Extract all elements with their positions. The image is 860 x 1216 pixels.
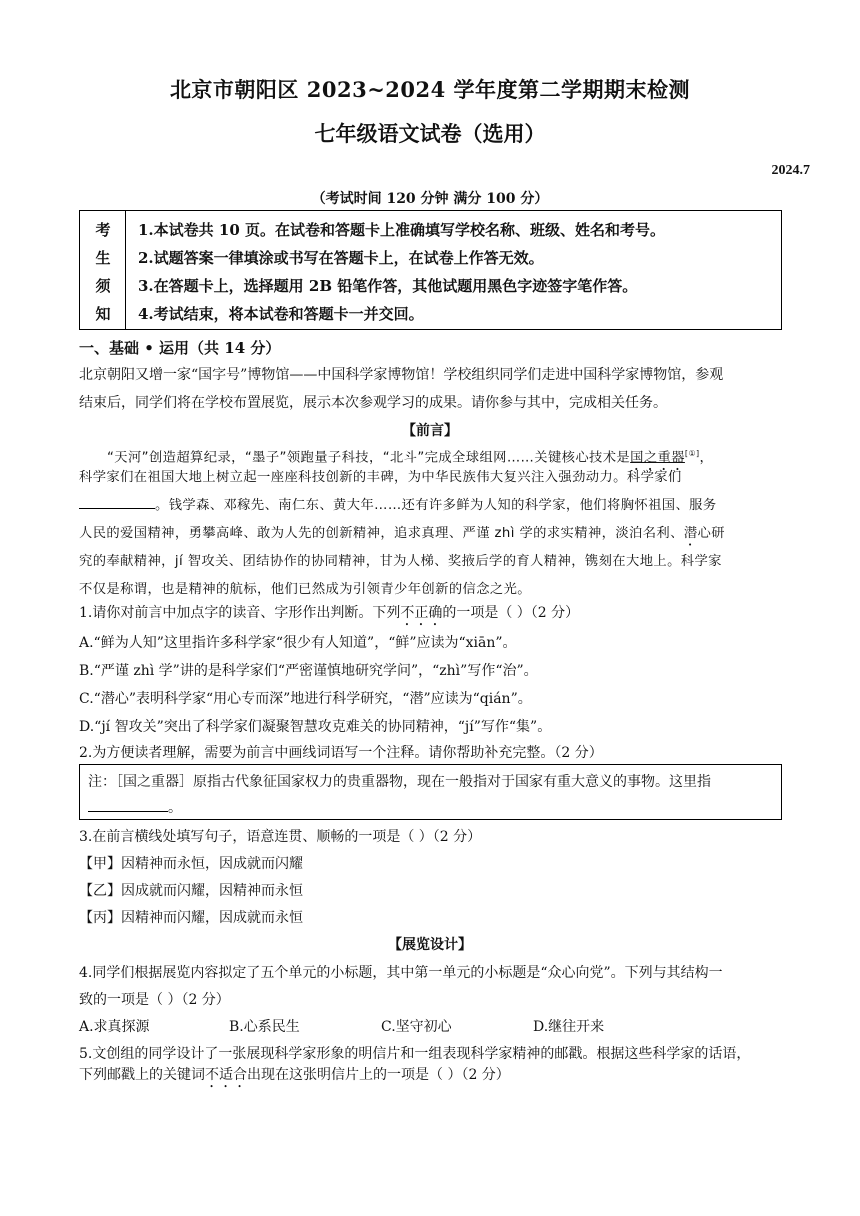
question-4-stem: 4.同学们根据展览内容拟定了五个单元的小标题，其中第一单元的小标题是“众心向党”。下列与其结构一 <box>79 965 723 981</box>
foreword-text-span: “天河”创造超算纪录，“墨子”领跑量子科技，“北斗”完成全球组网……关键核心技术是 <box>107 450 631 466</box>
foreword-line <box>79 520 725 549</box>
exhibit-design-heading: 【展览设计】 <box>388 937 472 953</box>
notice-label-char: 须 <box>95 277 111 295</box>
question-4-option-b[interactable]: B.心系民生 <box>229 1019 300 1035</box>
notice-label-char: 知 <box>95 305 111 323</box>
annotation-line <box>88 797 182 817</box>
notice-label-char: 生 <box>95 249 111 267</box>
question-4-option-c[interactable]: C.坚守初心 <box>381 1019 452 1035</box>
question-text: 1.请你对前言中加点字的读音、字形作出判断。下列 <box>79 605 401 621</box>
foreword-line: 不仅是称谓，也是精神的航标，他们已然成为引领青少年创新的信念之光。 <box>79 582 531 597</box>
foreword-line: 科学家们在祖国大地上树立起一座座科技创新的丰碑，为中华民族伟大复兴注入强劲动力。科学家们 <box>79 470 682 485</box>
question-3-option-jia[interactable]: 【甲】因精神而永恒，因成就而闪耀 <box>79 856 303 872</box>
foreword-line <box>79 492 717 521</box>
question-5-stem <box>79 1064 510 1091</box>
question-1-option-a[interactable]: A.“鲜为人知”这里指许多科学家“很少有人知道”，“鲜”应读为“xiān”。 <box>79 635 517 651</box>
question-1-option-b[interactable]: B.“严谨 zhì 学”讲的是科学家们“严密谨慎地研究学问”，“zhì”写作“治”。 <box>79 663 538 679</box>
paper-subtitle: 七年级语文试卷（选用） <box>314 121 546 146</box>
question-text: 下列邮戳上的关键词 <box>79 1067 205 1083</box>
question-1-option-c[interactable]: C.“潜心”表明科学家“用心专而深”地进行科学研究，“潜”应读为“qián”。 <box>79 691 532 707</box>
question-4-options <box>79 1016 784 1038</box>
question-4-option-d[interactable]: D.继往开来 <box>533 1019 605 1035</box>
question-2-stem: 2.为方便读者理解，需要为前言中画线词语写一个注释。请你帮助补充完整。（2 分） <box>79 745 603 761</box>
question-1-stem <box>79 602 579 629</box>
foreword-text <box>79 440 784 610</box>
question-3-stem: 3.在前言横线处填写句子，语意连贯、顺畅的一项是（ ）（2 分） <box>79 829 482 845</box>
dotted-emphasis: 不适合 <box>205 1067 247 1083</box>
notice-item: 2.试题答案一律填涂或书写在答题卡上，在试卷上作答无效。 <box>138 249 544 267</box>
footnote-marker: [①] <box>684 449 700 458</box>
question-3-option-bing[interactable]: 【丙】因精神而闪耀，因成就而永恒 <box>79 910 303 926</box>
exam-date: 2024.7 <box>771 163 810 178</box>
question-3-option-yi[interactable]: 【乙】因成就而闪耀，因精神而永恒 <box>79 883 303 899</box>
question-text: 出现在这张明信片上的一项是（ ）（2 分） <box>247 1067 510 1083</box>
candidate-notice-table <box>79 210 782 330</box>
foreword-text-span: ， <box>699 450 714 466</box>
fill-in-blank[interactable] <box>79 494 155 509</box>
question-4-stem: 致的一项是（ ）（2 分） <box>79 992 230 1008</box>
foreword-text-span: 。钱学森、邓稼先、南仁东、黄大年……还有许多鲜为人知的科学家，他们将胸怀祖国、服务 <box>155 498 717 513</box>
question-1-option-d[interactable]: D.“jí 智攻关”突出了科学家们凝聚智慧攻克难关的协同精神，“jí”写作“集”。 <box>79 719 552 735</box>
exam-time-score: （考试时间 120 分钟 满分 100 分） <box>311 191 549 207</box>
foreword-heading: 【前言】 <box>402 423 458 439</box>
underlined-term: 国之重器 <box>630 450 685 466</box>
dotted-char: 潜 <box>683 526 698 541</box>
intro-paragraph-line: 北京朝阳又增一家“国字号”博物馆——中国科学家博物馆！学校组织同学们走进中国科学家博物馆，参观 <box>79 367 724 383</box>
notice-item: 4.考试结束，将本试卷和答题卡一并交回。 <box>138 305 424 323</box>
question-4-option-a[interactable]: A.求真探源 <box>79 1019 150 1035</box>
annotation-line: 注：［国之重器］原指古代象征国家权力的贵重器物，现在一般指对于国家有重大意义的事物。这里指 <box>88 774 711 790</box>
annotation-end: 。 <box>168 800 182 816</box>
notice-label-column <box>80 211 126 329</box>
dotted-emphasis: 不正确 <box>400 605 443 621</box>
foreword-text-span: 心研 <box>697 526 725 541</box>
annotation-box <box>79 764 782 820</box>
foreword-line: 究的奉献精神，jí 智攻关、团结协作的协同精神，甘为人梯、奖掖后学的育人精神，镌刻在大地上。科学家 <box>79 554 722 569</box>
intro-paragraph-line: 结束后，同学们将在学校布置展览，展示本次参观学习的成果。请你参与其中，完成相关任务。 <box>79 395 667 411</box>
notice-item: 1.本试卷共 10 页。在试卷和答题卡上准确填写学校名称、班级、姓名和考号。 <box>138 221 665 239</box>
notice-label-char: 考 <box>95 221 111 239</box>
foreword-text-span: 人民的爱国精神，勇攀高峰、敢为人先的创新精神，追求真理、严谨 zhì 学的求实精神，淡泊名利、 <box>79 526 684 541</box>
annotation-blank[interactable] <box>88 797 168 812</box>
question-5-stem: 5.文创组的同学设计了一张展现科学家形象的明信片和一组表现科学家精神的邮戳。根据这些科学家的话语， <box>79 1046 751 1062</box>
notice-item: 3.在答题卡上，选择题用 2B 铅笔作答，其他试题用黑色字迹签字笔作答。 <box>138 277 638 295</box>
section-heading: 一、基础 • 运用（共 14 分） <box>79 339 281 357</box>
paper-title: 北京市朝阳区 2023~2024 学年度第二学期期末检测 <box>169 77 691 102</box>
question-text: 的一项是（ ）（2 分） <box>442 605 580 621</box>
